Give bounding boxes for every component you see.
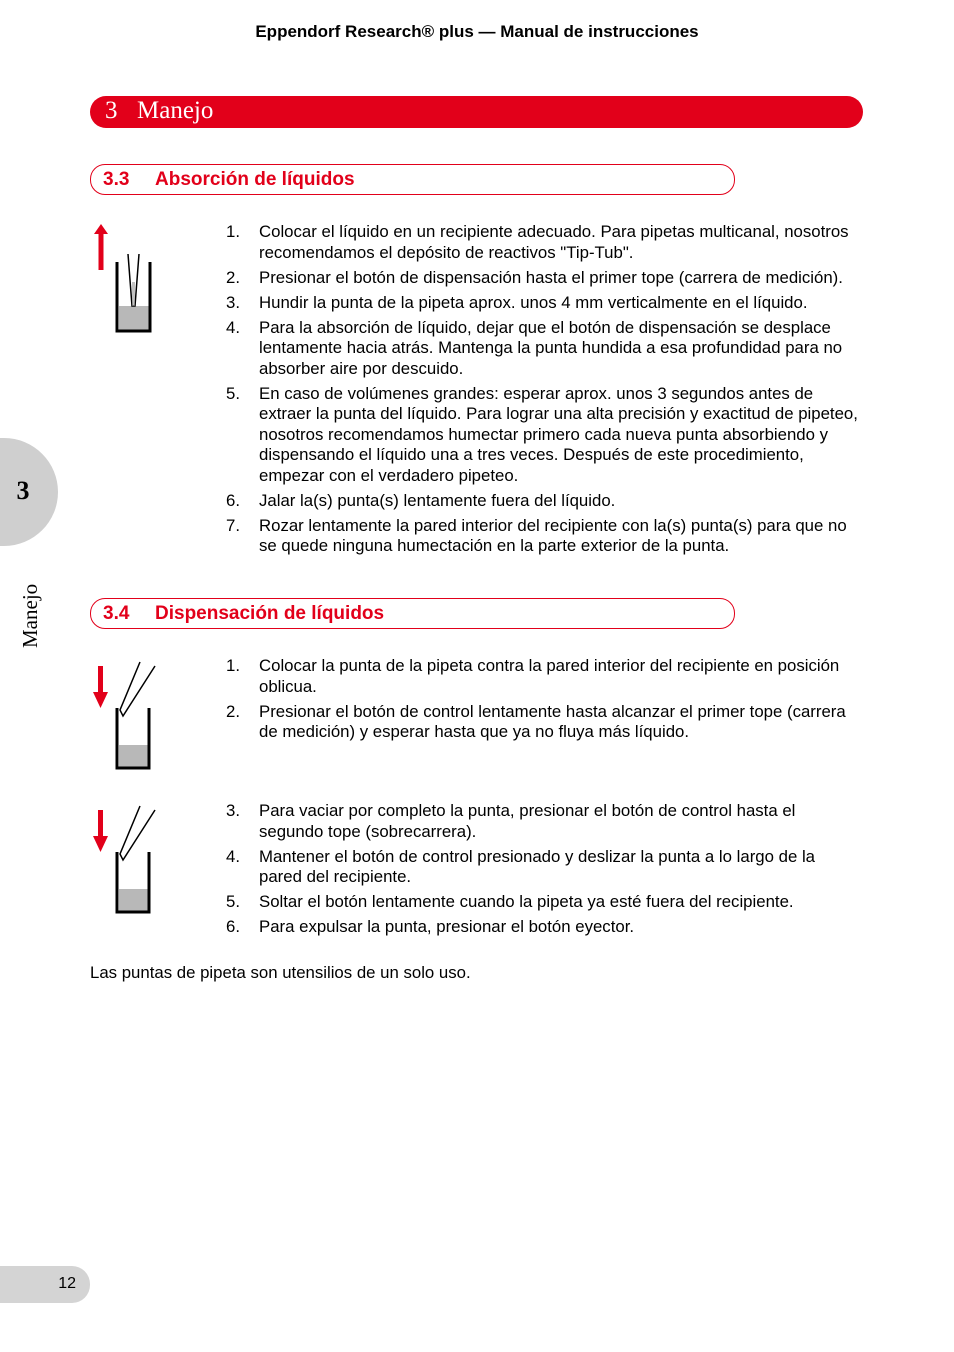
chapter-title: Manejo: [137, 97, 214, 124]
dispense-second-stop-illustration: [86, 804, 162, 916]
step-text: Presionar el botón de dispensación hasta el primer tope (carrera de medición).: [259, 267, 843, 287]
chapter-number: 3: [105, 97, 118, 124]
step-text: Para expulsar la punta, presionar el botón eyector.: [259, 917, 635, 936]
steps-list-dispense-first: [226, 656, 860, 747]
step-text: Presionar el botón de control lentamente hasta alcanzar el primer tope (carrera de medición) y esperar hasta que ya no fluya más líquido.: [259, 701, 846, 741]
step-number: 6.: [226, 490, 240, 510]
side-tab-number: 3: [16, 476, 30, 505]
step-number: 4.: [226, 846, 240, 866]
step-number: 5.: [226, 892, 240, 911]
aspiration-illustration: [86, 224, 156, 336]
step-number: 6.: [226, 917, 240, 936]
section-heading-3-3: [90, 164, 735, 195]
list-item: [226, 656, 860, 697]
list-item: [226, 491, 860, 512]
list-item: [226, 268, 860, 289]
list-item: [226, 801, 860, 842]
section-title: Absorción de líquidos: [155, 169, 355, 190]
step-number: 3.: [226, 801, 240, 820]
single-use-note: Las puntas de pipeta son utensilios de un solo uso.: [90, 963, 471, 982]
step-text: Jalar la(s) punta(s) lentamente fuera del líquido.: [259, 490, 616, 510]
list-item: [226, 384, 860, 487]
step-text: Rozar lentamente la pared interior del recipiente con la(s) punta(s) para que no se quede ninguna humectación en la parte exterior de la punta.: [259, 515, 847, 555]
list-item: [226, 318, 860, 380]
step-text: Hundir la punta de la pipeta aprox. unos 4 mm verticalmente en el líquido.: [259, 292, 808, 312]
list-item: [226, 702, 860, 743]
list-item: [226, 917, 860, 938]
step-number: 5.: [226, 383, 240, 403]
section-title: Dispensación de líquidos: [155, 603, 385, 624]
step-number: 2.: [226, 267, 240, 287]
step-text: Para la absorción de líquido, dejar que el botón de dispensación se desplace lentamente hacia atrás. Mantenga la punta hundida a esa profundidad para no absorber aire por descuido.: [259, 317, 843, 378]
list-item: [226, 516, 860, 557]
step-number: 3.: [226, 292, 240, 312]
page-number: 12: [58, 1275, 76, 1292]
step-number: 1.: [226, 656, 240, 675]
step-text: Colocar el líquido en un recipiente adecuado. Para pipetas multicanal, nosotros recomendamos el depósito de reactivos "Tip-Tub".: [259, 222, 849, 262]
step-number: 4.: [226, 317, 240, 337]
list-item: [226, 892, 860, 913]
step-number: 2.: [226, 701, 240, 721]
step-text: Para vaciar por completo la punta, presionar el botón de control hasta el segundo tope (sobrecarrera).: [259, 801, 796, 841]
section-number: 3.4: [103, 603, 130, 624]
step-text: Soltar el botón lentamente cuando la pipeta ya esté fuera del recipiente.: [259, 892, 794, 911]
steps-list-absorption: [226, 222, 860, 561]
steps-list-dispense-second: [226, 801, 860, 942]
section-heading-3-4: [90, 598, 735, 629]
list-item: [226, 847, 860, 888]
step-number: 7.: [226, 515, 240, 535]
chapter-title-bar: [90, 96, 863, 128]
chapter-side-tab: [0, 438, 58, 546]
side-chapter-label: Manejo: [18, 583, 42, 648]
section-number: 3.3: [103, 169, 130, 190]
dispense-first-stop-illustration: [86, 660, 162, 772]
step-text: Colocar la punta de la pipeta contra la pared interior del recipiente en posición oblicua.: [259, 656, 840, 696]
list-item: [226, 293, 860, 314]
page-number-tab: [0, 1266, 90, 1303]
step-text: En caso de volúmenes grandes: esperar aprox. unos 3 segundos antes de extraer la punta del líquido. Para lograr una alta precisión y exactitud de pipeteo, nosotros recomendamos humectar primero cada nueva punta absorbiendo y dispensando el líquido una a tres veces. Después de este procedimiento, empezar con el verdadero pipeteo.: [259, 383, 858, 485]
step-number: 1.: [226, 222, 240, 241]
list-item: [226, 222, 860, 263]
step-text: Mantener el botón de control presionado y deslizar la punta a lo largo de la pared del recipiente.: [259, 846, 816, 886]
document-header: Eppendorf Research® plus — Manual de instrucciones: [255, 22, 699, 41]
